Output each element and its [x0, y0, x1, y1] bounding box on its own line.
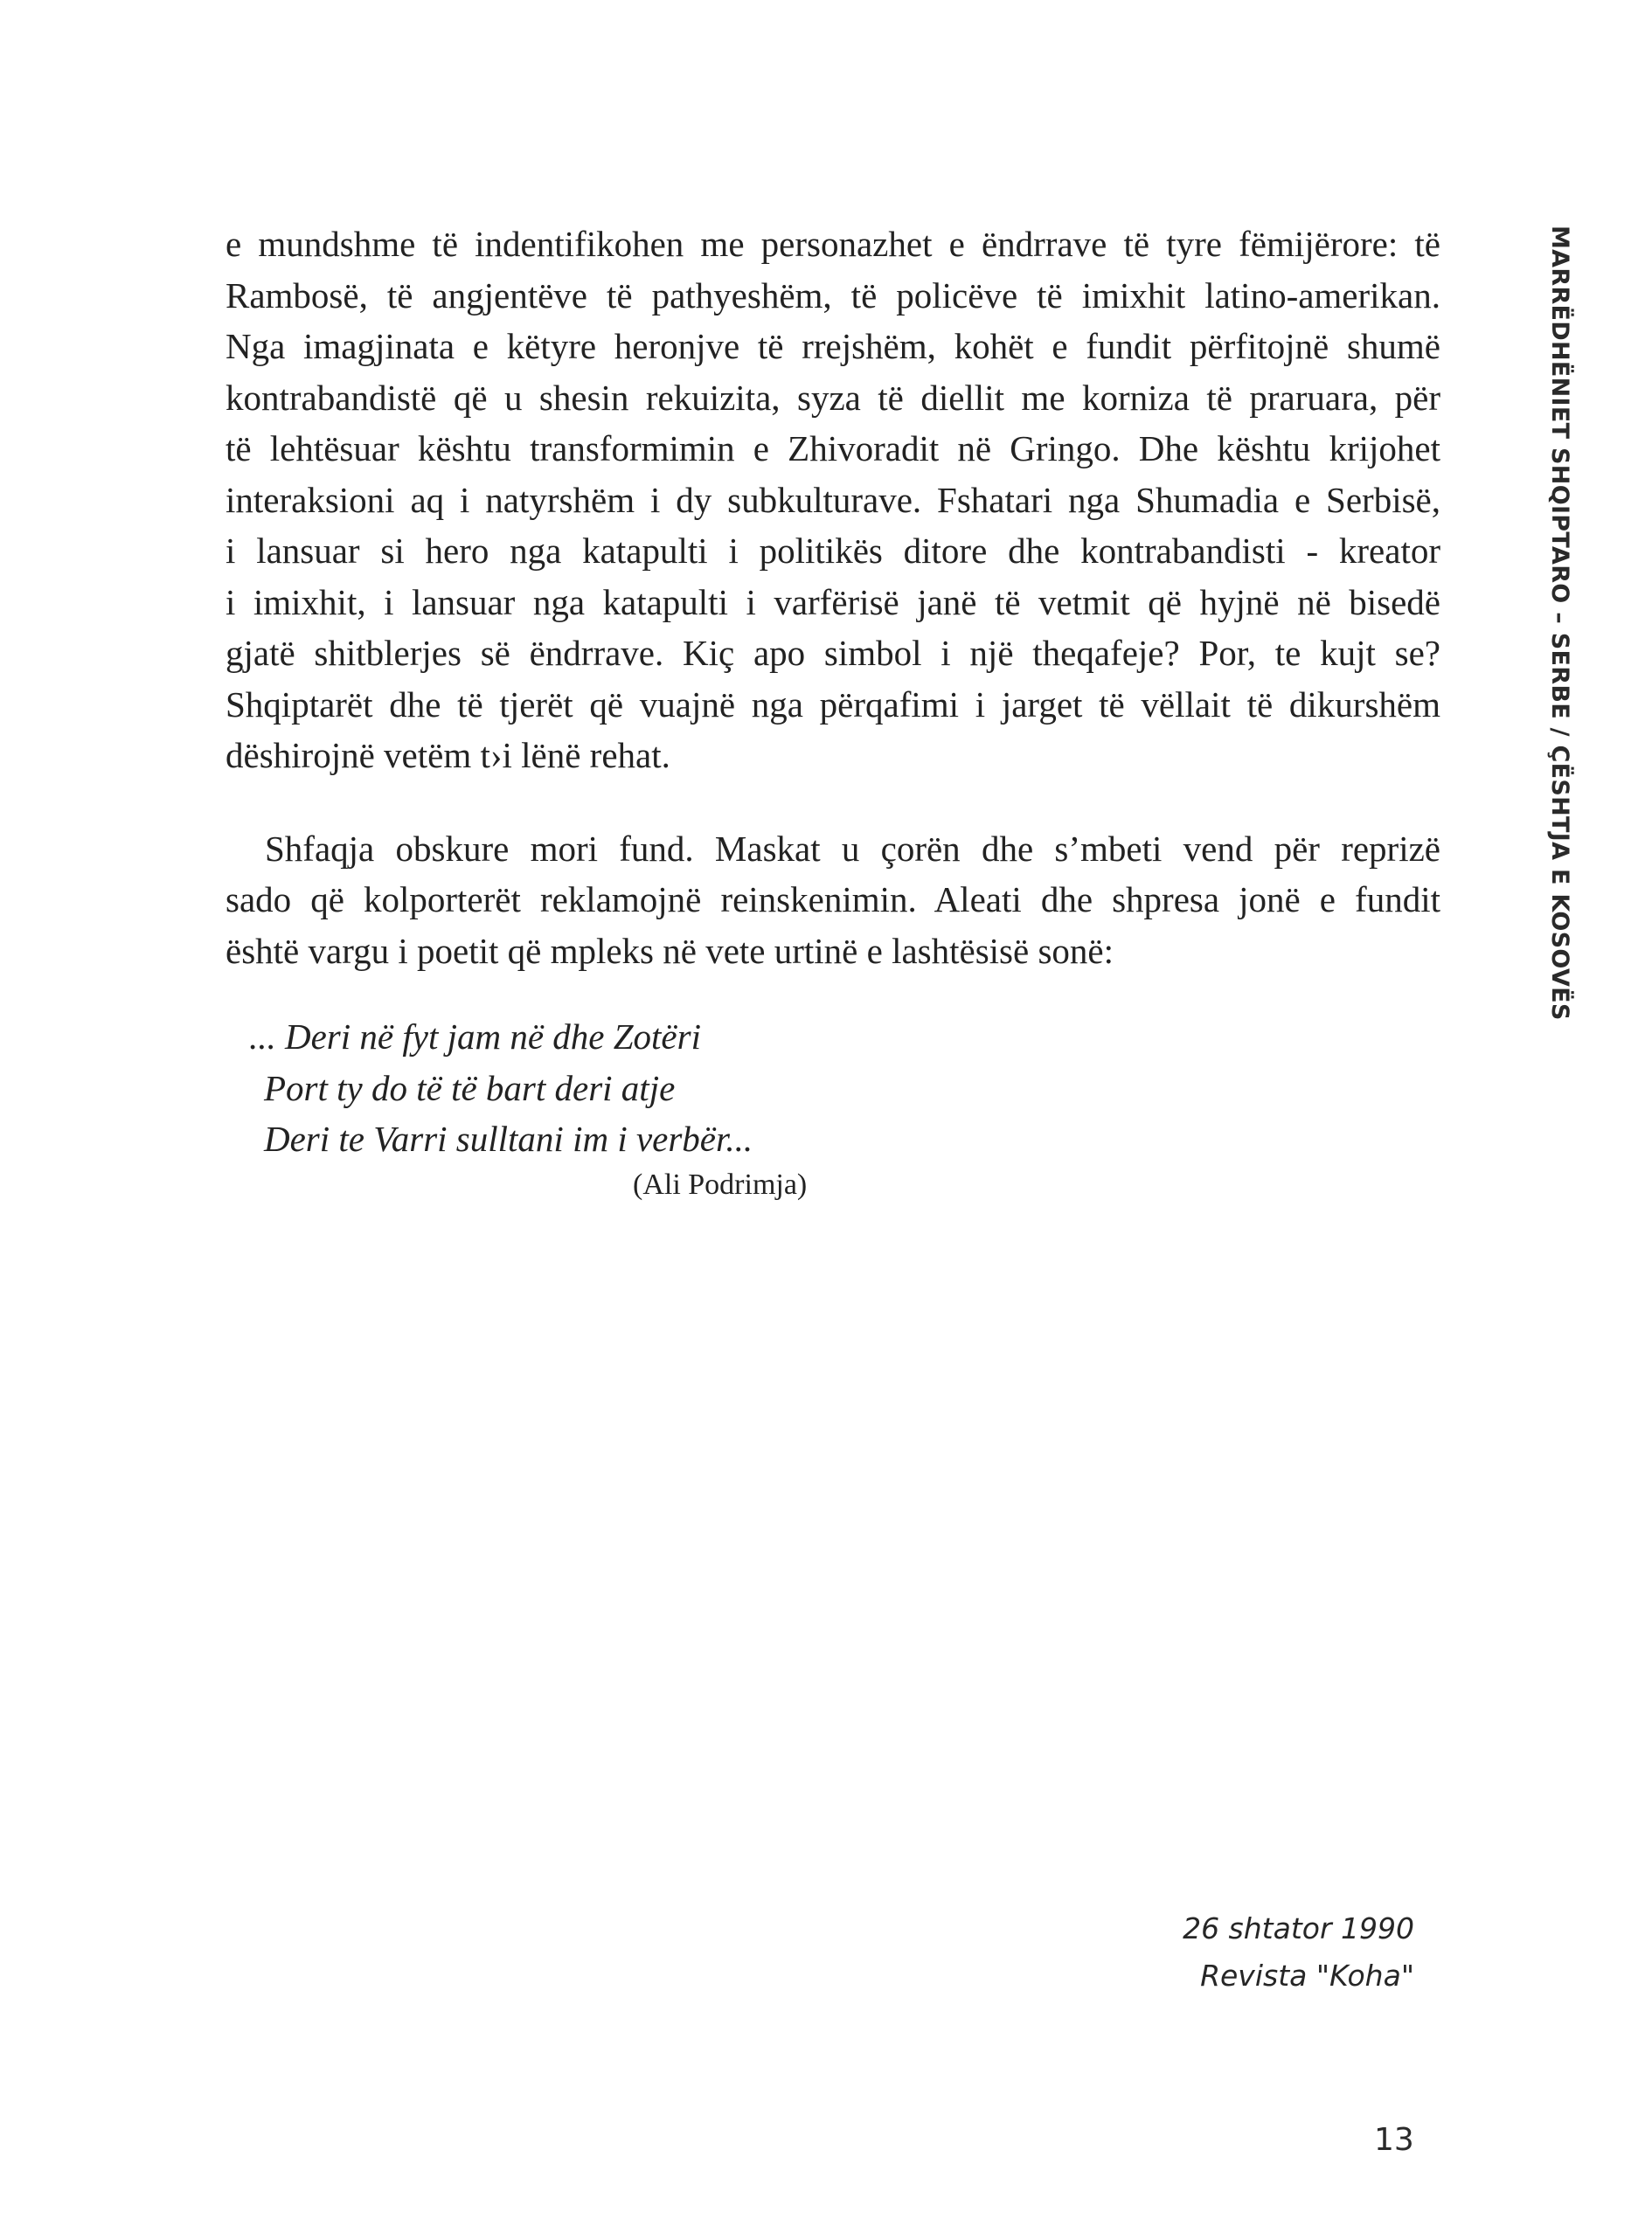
- running-head: [1528, 225, 1580, 1021]
- poem-line: ... Deri në fyt jam në dhe Zotëri: [249, 1016, 701, 1057]
- poem-quote: [226, 1011, 1440, 1205]
- running-head-text: MARRËDHËNIET SHQIPTARO – SERBE / ÇËSHTJA E KOSOVËS: [1546, 225, 1573, 1021]
- signature-source: Revista "Koha": [1200, 1959, 1414, 1993]
- page-number: 13: [1374, 2122, 1414, 2158]
- poem-author: (Ali Podrimja): [633, 1168, 808, 1201]
- paragraph-line: Shqiptarët dhe të tjerët që vuajnë nga përqafimi i jarget të vëllait të dikurshëm: [226, 683, 1440, 725]
- paragraph-line: gjatë shitblerjes së ëndrrave. Kiç apo simbol i një theqafeje? Por, te kujt se?: [226, 633, 1440, 673]
- poem-line: Port ty do të të bart deri atje: [264, 1067, 676, 1108]
- paragraph-line: i imixhit, i lansuar nga katapulti i varfërisë janë të vetmit që hyjnë në bisedë: [226, 581, 1440, 622]
- paragraph-line: i lansuar si hero nga katapulti i politikës ditore dhe kontrabandisti - kreator: [226, 531, 1440, 571]
- paragraph-line: e mundshme të indentifikohen me personazhet e ëndrrave të tyre fëmijërore: të: [226, 224, 1440, 264]
- signature-date: 26 shtator 1990: [1183, 1911, 1414, 1945]
- paragraph-line: Rambosë, të angjentëve të pathyeshëm, të policëve të imixhit latino-amerikan.: [226, 274, 1440, 316]
- paragraph-line: është vargu i poetit që mpleks në vete urtinë e lashtësisë sonë:: [226, 930, 1114, 971]
- paragraph-line: dëshirojnë vetëm t›i lënë rehat.: [226, 735, 670, 775]
- paragraph-line: kontrabandistë që u shesin rekuizita, syza të diellit me korniza të praruara, për: [226, 377, 1440, 418]
- paragraph-line: të lehtësuar kështu transformimin e Zhivoradit në Gringo. Dhe kështu krijohet: [226, 428, 1440, 468]
- paragraph-line: Nga imagjinata e këtyre heronjve të rrejshëm, kohët e fundit përfitojnë shumë: [226, 326, 1440, 366]
- paragraph-1: [226, 218, 1440, 781]
- paragraph-line: Shfaqja obskure mori fund. Maskat u çorën dhe s’mbeti vend për reprizë: [265, 828, 1440, 869]
- signature-block: [1183, 1905, 1414, 2000]
- body-text: [226, 218, 1440, 1205]
- paragraph-line: interaksioni aq i natyrshëm i dy subkulturave. Fshatari nga Shumadia e Serbisë,: [226, 479, 1440, 520]
- poem-line: Deri te Varri sulltani im i verbër...: [264, 1119, 753, 1159]
- paragraph-line: sado që kolporterët reklamojnë reinskenimin. Aleati dhe shpresa jonë e fundit: [226, 879, 1440, 919]
- paragraph-2: [226, 823, 1440, 977]
